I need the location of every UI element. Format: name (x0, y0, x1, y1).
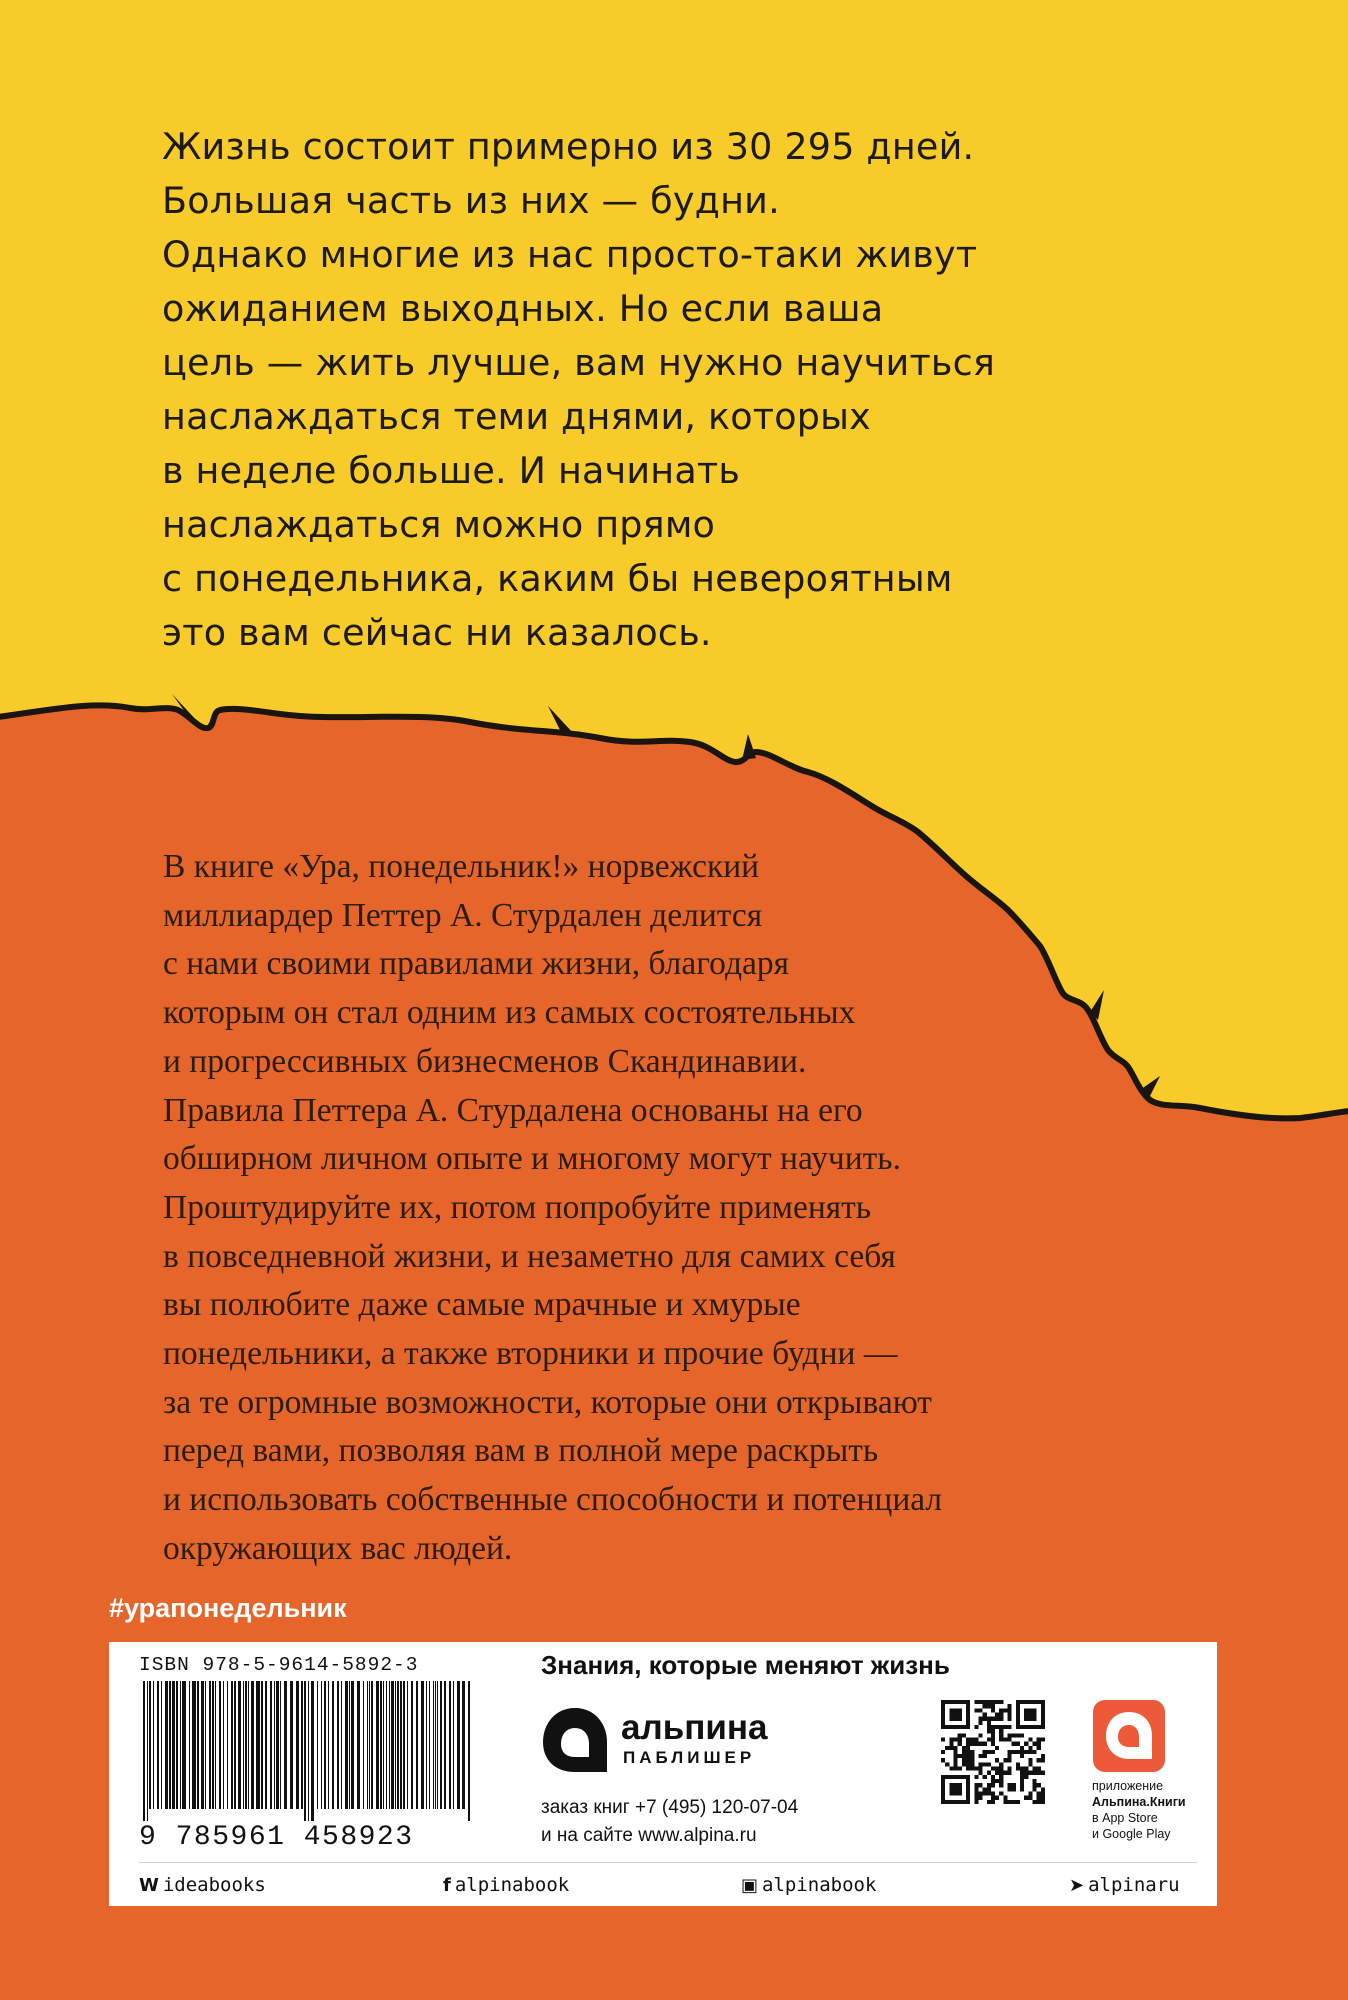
top-blurb-line: наслаждаться можно прямо (162, 503, 716, 546)
description-line: и использовать собственные способности и потенциал (163, 1481, 943, 1519)
instagram-icon: ▣ (741, 1874, 759, 1896)
ean-digits: 9 785961 458923 (139, 1822, 414, 1853)
description-line: и прогрессивных бизнесменов Скандинавии. (163, 1042, 807, 1080)
order-phone: заказ книг +7 (495) 120-07-04 (541, 1797, 799, 1818)
description-line: Правила Петтера А. Стурдалена основаны на его (163, 1091, 863, 1129)
isbn-label: ISBN 978-5-9614-5892-3 (139, 1654, 419, 1676)
app-line: в App Store (1092, 1811, 1158, 1825)
hashtag: #урапонедельник (109, 1593, 347, 1623)
facebook-handle: alpinabook (454, 1874, 570, 1896)
facebook-icon: f (443, 1874, 451, 1896)
publisher-name: альпина (621, 1708, 768, 1747)
vk-handle: ideabooks (162, 1874, 266, 1896)
description-line: окружающих вас людей. (163, 1529, 513, 1567)
app-promo (1092, 1778, 1186, 1842)
publisher-subtitle: ПАБЛИШЕР (623, 1748, 756, 1767)
app-line: приложение (1092, 1779, 1164, 1793)
social-facebook[interactable] (443, 1874, 569, 1896)
description-line: вы полюбите даже самые мрачные и хмурые (163, 1286, 801, 1324)
top-blurb-line: Жизнь состоит примерно из 30 295 дней. (162, 125, 975, 168)
vk-icon: W (139, 1874, 159, 1896)
top-blurb-line: это вам сейчас ни казалось. (162, 611, 712, 654)
top-blurb-line: Большая часть из них — будни. (162, 179, 780, 222)
barcode (139, 1681, 479, 1821)
top-blurb-line: наслаждаться теми днями, которых (162, 395, 871, 438)
instagram-handle: alpinabook (762, 1874, 877, 1896)
description-line: которым он стал одним из самых состоятельных (163, 994, 856, 1032)
app-line: и Google Play (1092, 1827, 1171, 1841)
telegram-icon: ➤ (1069, 1874, 1085, 1896)
description-line: в повседневной жизни, и незаметно для самих себя (163, 1237, 896, 1275)
social-instagram[interactable] (741, 1874, 876, 1896)
top-blurb-line: с понедельника, каким бы невероятным (162, 557, 953, 600)
divider (139, 1862, 1197, 1863)
alpina-books-app-icon[interactable] (1093, 1700, 1165, 1772)
description-line: перед вами, позволяя вам в полной мере раскрыть (163, 1432, 879, 1470)
top-blurb-line: цель — жить лучше, вам нужно научиться (162, 341, 996, 384)
social-telegram[interactable] (1069, 1874, 1180, 1896)
alpina-logo-icon (539, 1704, 611, 1776)
top-blurb-line: ожиданием выходных. Но если ваша (162, 287, 884, 330)
top-blurb-line: Однако многие из нас просто-таки живут (162, 233, 978, 276)
order-info (541, 1794, 798, 1850)
order-website: и на сайте www.alpina.ru (541, 1825, 757, 1846)
qr-code[interactable] (941, 1700, 1045, 1804)
info-panel (109, 1642, 1217, 1906)
social-vk[interactable] (139, 1874, 266, 1896)
telegram-handle: alpinaru (1088, 1874, 1180, 1896)
description-line: понедельники, а также вторники и прочие будни — (163, 1335, 898, 1373)
description-line: В книге «Ура, понедельник!» норвежский (163, 848, 760, 885)
description-line: с нами своими правилами жизни, благодаря (163, 945, 790, 983)
book-description (163, 843, 1063, 1574)
app-name: Альпина.Книги (1092, 1795, 1186, 1809)
top-blurb-line: в неделе больше. И начинать (162, 449, 741, 492)
description-line: за те огромные возможности, которые они открывают (163, 1383, 932, 1421)
description-line: миллиардер Петтер А. Стурдален делится (163, 896, 763, 934)
top-blurb (162, 120, 1222, 660)
publisher-slogan: Знания, которые меняют жизнь (541, 1650, 950, 1680)
description-line: Проштудируйте их, потом попробуйте применять (163, 1188, 872, 1226)
description-line: обширном личном опыте и многому могут научить. (163, 1140, 901, 1178)
